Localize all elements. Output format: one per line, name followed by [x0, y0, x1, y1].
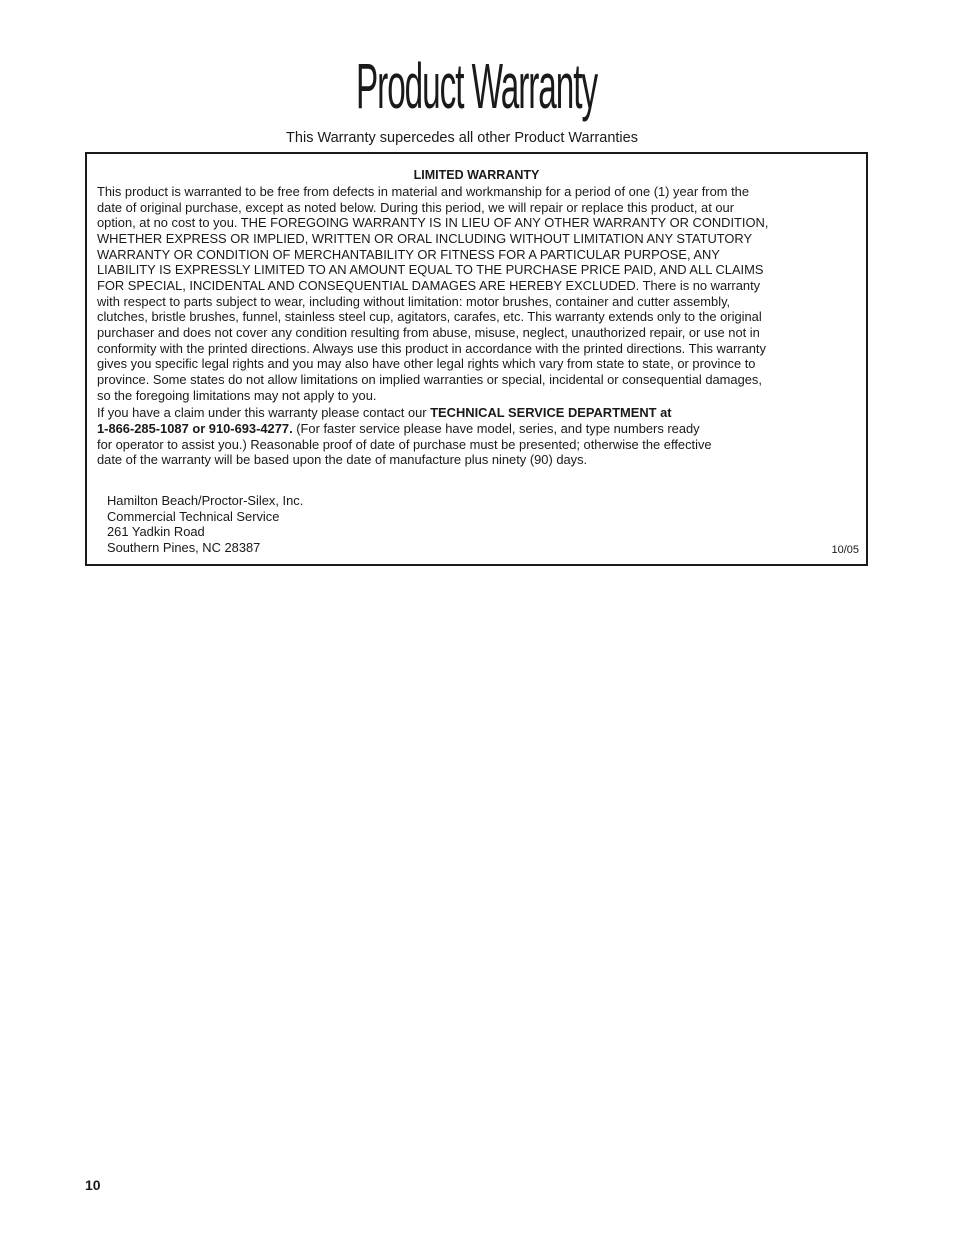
page-title: Product Warranty	[355, 50, 598, 122]
claim-line: for operator to assist you.) Reasonable proof of date of purchase must be presented; otherwise the effective	[97, 436, 712, 452]
address-department: Commercial Technical Service	[107, 508, 280, 524]
warranty-body-line: conformity with the printed directions. Always use this product in accordance with the printed directions. This warranty	[97, 340, 766, 356]
page-subtitle: This Warranty supercedes all other Product Warranties	[286, 130, 638, 146]
warranty-body-line: with respect to parts subject to wear, including without limitation: motor brushes, container and cutter assembly,	[97, 293, 731, 309]
address-city: Southern Pines, NC 28387	[107, 540, 261, 556]
warranty-body-line: WHETHER EXPRESS OR IMPLIED, WRITTEN OR ORAL INCLUDING WITHOUT LIMITATION ANY STATUTORY	[97, 230, 753, 246]
warranty-body-line: province. Some states do not allow limitations on implied warranties or special, incidental or consequential damages,	[97, 371, 762, 387]
warranty-body-line: purchaser and does not cover any condition resulting from abuse, misuse, neglect, unauthorized repair, or use not in	[97, 324, 760, 340]
claim-intro: If you have a claim under this warranty please contact our	[97, 405, 431, 420]
warranty-body-line: so the foregoing limitations may not apply to you.	[97, 387, 377, 403]
revision-date-code: 10/05	[831, 544, 859, 556]
warranty-body-line: date of original purchase, except as noted below. During this period, we will repair or replace this product, at our	[97, 199, 735, 215]
warranty-body-line: This product is warranted to be free from defects in material and workmanship for a period of one (1) year from the	[97, 184, 749, 199]
claim-line: date of the warranty will be based upon the date of manufacture plus ninety (90) days.	[97, 452, 588, 468]
warranty-box	[85, 152, 868, 566]
warranty-body-line: WARRANTY OR CONDITION OF MERCHANTABILITY OR FITNESS FOR A PARTICULAR PURPOSE, ANY	[97, 246, 720, 262]
warranty-body-line: clutches, bristle brushes, funnel, stainless steel cup, agitators, carafes, etc. This warranty extends only to the original	[97, 309, 762, 325]
service-department: TECHNICAL SERVICE DEPARTMENT at	[430, 405, 672, 420]
address-company: Hamilton Beach/Proctor-Silex, Inc.	[107, 493, 304, 508]
service-phone-numbers: 1-866-285-1087 or 910-693-4277.	[97, 420, 293, 436]
page-number: 10	[85, 1177, 101, 1193]
warranty-body-line: gives you specific legal rights and you may also have other legal rights which vary from state to state, or province to	[97, 356, 756, 372]
warranty-body-line: LIABILITY IS EXPRESSLY LIMITED TO AN AMOUNT EQUAL TO THE PURCHASE PRICE PAID, AND ALL CLAIMS	[97, 262, 764, 278]
service-address	[107, 493, 303, 556]
address-street: 261 Yadkin Road	[107, 524, 205, 540]
warranty-body-line: option, at no cost to you. THE FOREGOING WARRANTY IS IN LIEU OF ANY OTHER WARRANTY OR CONDITION,	[97, 215, 769, 231]
warranty-heading: LIMITED WARRANTY	[413, 168, 540, 182]
warranty-body-line: FOR SPECIAL, INCIDENTAL AND CONSEQUENTIAL DAMAGES ARE HEREBY EXCLUDED. There is no warranty	[97, 277, 761, 293]
claim-text: (For faster service please have model, series, and type numbers ready	[292, 420, 700, 436]
claim-line	[97, 405, 862, 421]
claim-line	[97, 421, 862, 437]
warranty-body	[97, 184, 862, 403]
claim-instructions	[97, 405, 862, 468]
